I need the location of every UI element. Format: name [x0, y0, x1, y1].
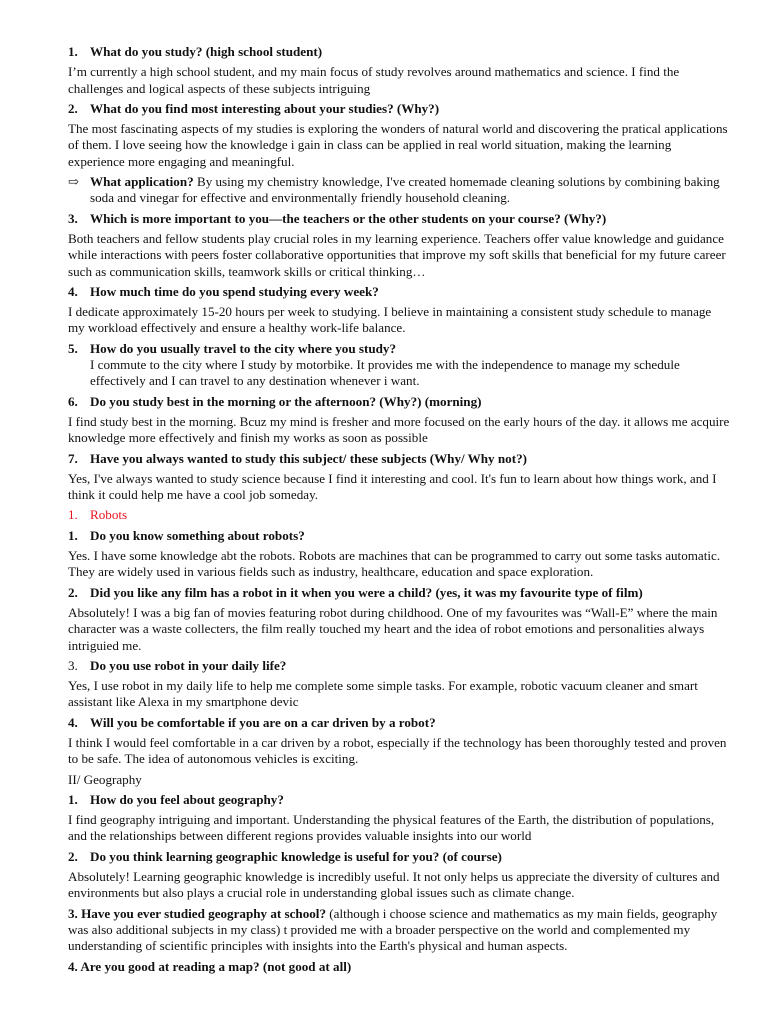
- answer-7: Yes, I've always wanted to study science because I find it interesting and cool. It's fun to learn about how things work, and I think it could help me have a cool job someday.: [68, 470, 717, 503]
- robots-question-1: 1. Do you know something about robots?: [68, 527, 305, 543]
- geography-heading: II/ Geography: [68, 771, 142, 787]
- answer-3: Both teachers and fellow students play crucial roles in my learning experience. Teachers offer value knowledge and guidance while interactions with peers foster collaborative opportunities that improve my soft skills that beneficial for my future career such as communication skills, teamwork skills or critical thinking…: [68, 230, 726, 279]
- question-2: 2. What do you find most interesting about your studies? (Why?): [68, 100, 440, 116]
- robots-answer-3: Yes, I use robot in my daily life to help me complete some simple tasks. For example, robotic vacuum cleaner and smart assistant like Alexa in my smartphone devic: [68, 678, 698, 710]
- question-1: 1. What do you study? (high school student): [68, 44, 323, 59]
- geography-question-4: 4. Are you good at reading a map? (not good at all): [68, 958, 352, 974]
- arrow-icon: ⇨: [68, 174, 79, 190]
- answer-6: I find study best in the morning. Bcuz my mind is fresher and more focused on the early hours of the day. it allows me acquire knowledge more effectively and finish my works as soon as possible: [68, 413, 730, 446]
- answer-2: The most fascinating aspects of my studies is exploring the wonders of natural world and discovering the pratical applications of them. I love seeing how the knowledge i gain in class can be applied in real world situation, making the learning experience more engaging and meaningful.: [68, 121, 728, 169]
- geography-answer-1: I find geography intriguing and important. Understanding the physical features of the Earth, the distribution of populations, and the relationships between different regions provides valuable insights into our world: [68, 812, 715, 844]
- robots-answer-2: Absolutely! I was a big fan of movies featuring robot during childhood. One of my favourites was “Wall-E” where the main character was a waste collecters, the film really touched my heart and the idea of robot emotions and personalities always intriguied me.: [68, 604, 718, 653]
- question-6: 6. Do you study best in the morning or the afternoon? (Why?) (morning): [68, 393, 482, 409]
- document-page: [68, 44, 730, 979]
- geography-question-3: 3. Have you ever studied geography at school? (although i choose science and mathematics as my main fields, geography was also additional subjects in my class) t provided me with a broader perspective on the world and complemented my understanding of scientific principles with insights into the Earth's physical and human aspects.: [68, 905, 718, 954]
- robots-question-2: 2. Did you like any film has a robot in it when you were a child? (yes, it was my favourite type of film): [68, 584, 643, 600]
- question-4: 4. How much time do you spend studying every week?: [68, 283, 379, 299]
- robots-answer-4: I think I would feel comfortable in a car driven by a robot, especially if the technology has been thoroughly tested and proven to be safe. The idea of autonomous vehicles is exciting.: [68, 734, 727, 767]
- question-5: 5. How do you usually travel to the city where you study?: [68, 340, 397, 356]
- geography-question-2: 2. Do you think learning geographic knowledge is useful for you? (of course): [68, 848, 502, 864]
- geography-answer-2: Absolutely! Learning geographic knowledge is incredibly useful. It not only helps us appreciate the diversity of cultures and environments but also plays a crucial role in understanding global issues such as climate change.: [68, 869, 720, 901]
- robots-question-4: 4. Will you be comfortable if you are on a car driven by a robot?: [68, 714, 436, 730]
- answer-5: I commute to the city where I study by motorbike. It provides me with the independence to manage my schedule effectively and I can travel to any destination whenever i want.: [90, 357, 680, 389]
- question-7: 7. Have you always wanted to study this subject/ these subjects (Why/ Why not?): [68, 450, 527, 466]
- geography-question-1: 1. How do you feel about geography?: [68, 791, 284, 807]
- robots-question-3: 3. Do you use robot in your daily life?: [68, 657, 287, 673]
- robots-answer-1: Yes. I have some knowledge abt the robots. Robots are machines that can be programmed to carry out some tasks automatic. They are widely used in various fields such as industry, healthcare, education and space exploration.: [68, 548, 721, 580]
- answer-4: I dedicate approximately 15-20 hours per week to studying. I believe in maintaining a consistent study schedule to manage my workload effectively and ensure a healthy work-life balance.: [68, 304, 712, 336]
- robots-heading: 1. Robots: [68, 507, 128, 523]
- follow-up-application: ⇨ What application? By using my chemistry knowledge, I've created homemade cleaning solutions by combining baking soda and vinegar for effective and environmentally friendly household cleaning.: [68, 174, 720, 206]
- answer-1: I’m currently a high school student, and my main focus of study revolves around mathematics and science. I find the challenges and logical aspects of these subjects intriguing: [68, 64, 680, 96]
- question-3: 3. Which is more important to you—the teachers or the other students on your course? (Why?): [68, 210, 607, 226]
